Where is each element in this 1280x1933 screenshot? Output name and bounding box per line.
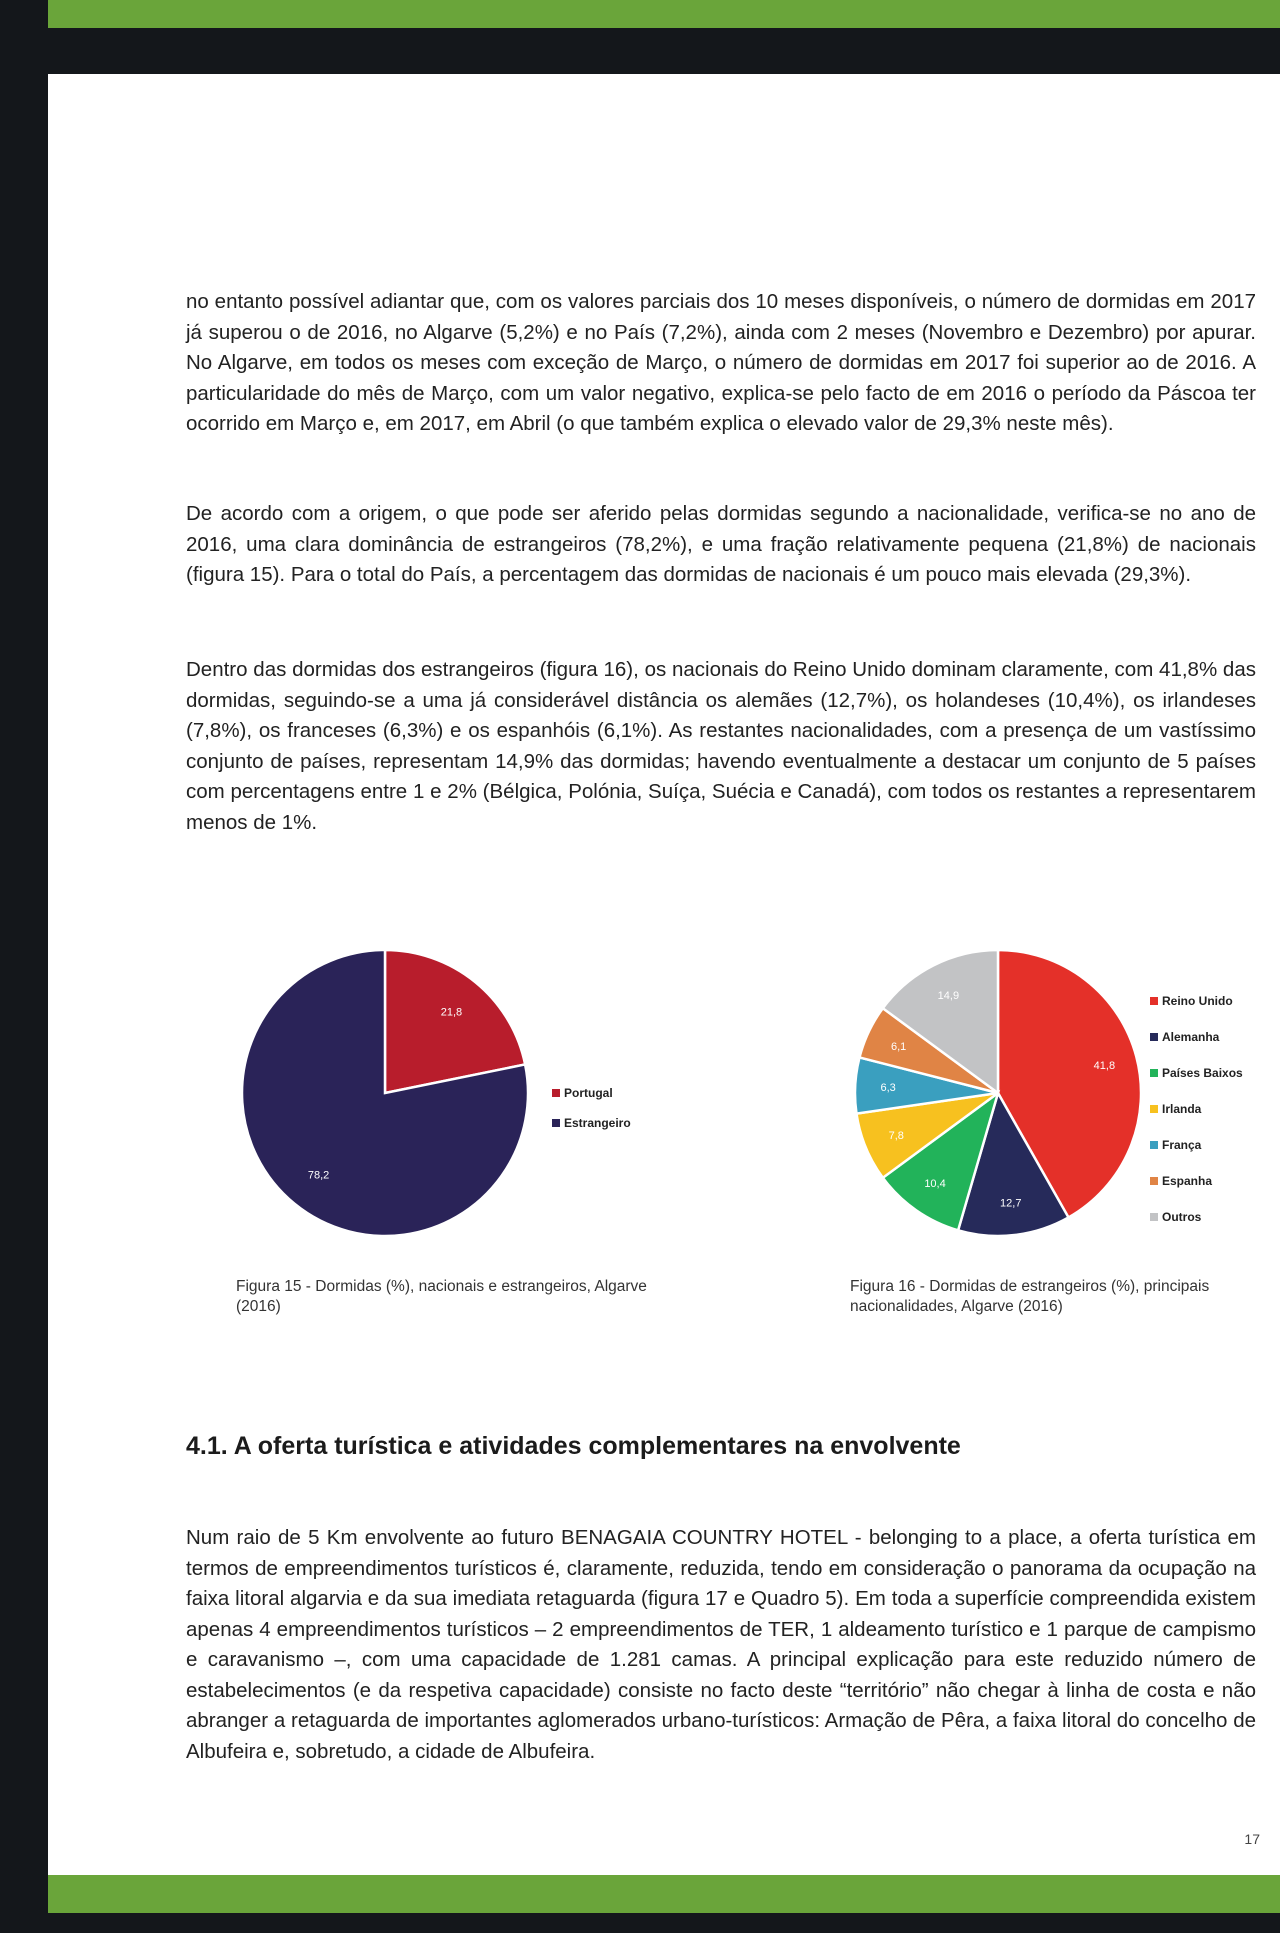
data-label-portugal: 21,8: [440, 1006, 463, 1019]
legend-swatch-paises-baixos: [1150, 1069, 1158, 1077]
legend-swatch-estrangeiro: [552, 1119, 560, 1127]
legend-swatch-franca: [1150, 1141, 1158, 1149]
legend-label-portugal: Portugal: [564, 1086, 613, 1100]
paragraph-2: [186, 499, 1256, 591]
paragraph-1: [186, 287, 1256, 440]
data-label-espanha: 6,1: [890, 1040, 907, 1053]
data-label-franca: 6,3: [880, 1082, 896, 1095]
legend-label-alemanha: Alemanha: [1162, 1030, 1220, 1044]
legend-label-outros: Outros: [1162, 1210, 1202, 1224]
paragraph-3: [186, 655, 1256, 838]
figure-15-caption: Figura 15 - Dormidas (%), nacionais e estrangeiros, Algarve (2016): [236, 1278, 647, 1315]
page-number: 17: [1244, 1831, 1260, 1847]
top-green-band: [48, 0, 1280, 28]
data-label-irlanda: 7,8: [888, 1129, 904, 1142]
data-label-paises-baixos: 10,4: [924, 1178, 946, 1191]
legend-swatch-irlanda: [1150, 1105, 1158, 1113]
data-label-outros: 14,9: [937, 989, 960, 1002]
section-heading: 4.1. A oferta turística e atividades complementares na envolvente: [186, 1432, 961, 1460]
legend-swatch-outros: [1150, 1213, 1158, 1221]
data-label-alemanha: 12,7: [1000, 1197, 1022, 1210]
legend-swatch-portugal: [552, 1089, 560, 1097]
section-paragraph: [186, 1523, 1256, 1767]
legend-swatch-reino-unido: [1150, 997, 1158, 1005]
legend-label-irlanda: Irlanda: [1162, 1102, 1202, 1116]
legend-label-estrangeiro: Estrangeiro: [564, 1116, 631, 1130]
data-label-estrangeiro: 78,2: [307, 1169, 330, 1182]
figure-16-pie-chart: [845, 950, 1265, 1240]
figure-15-pie-chart: [230, 950, 690, 1240]
legend-label-reino-unido: Reino Unido: [1162, 994, 1233, 1008]
paragraph-text: no entanto possível adiantar que, com os valores parciais dos 10 meses disponíveis, o número de dormidas em 2017 já superou o de 2016, no Algarve (5,2%) e no País (7,2%), ainda com 2 meses (Novembro e Dezembro) por apurar. No Algarve, em todos os meses com exceção de Março, o número de dormidas em 2017 foi superior ao de 2016. A particularidade do mês de Março, com um valor negativo, explica-se pelo facto de em 2016 o período da Páscoa ter ocorrido em Março e, em 2017, em Abril (o que também explica o elevado valor de 29,3% neste mês).: [186, 290, 1256, 435]
data-label-reino-unido: 41,8: [1093, 1059, 1116, 1072]
paragraph-text: Dentro das dormidas dos estrangeiros (figura 16), os nacionais do Reino Unido dominam claramente, com 41,8% das dormidas, seguindo-se a uma já considerável distância os alemães (12,7%), os holandeses (10,4%), os irlandeses (7,8%), os franceses (6,3%) e os espanhóis (6,1%). As restantes nacionalidades, com a presença de um vastíssimo conjunto de países, representam 14,9% das dormidas; havendo eventualmente a destacar um conjunto de 5 países com percentagens entre 1 e 2% (Bélgica, Polónia, Suíça, Suécia e Canadá), com todos os restantes a representarem menos de 1%.: [186, 658, 1256, 834]
legend-swatch-alemanha: [1150, 1033, 1158, 1041]
legend-label-espanha: Espanha: [1162, 1174, 1213, 1188]
figure-16-caption: Figura 16 - Dormidas de estrangeiros (%), principais nacionalidades, Algarve (2016): [850, 1278, 1210, 1315]
legend-label-franca: França: [1162, 1138, 1202, 1152]
paragraph-text: Num raio de 5 Km envolvente ao futuro BENAGAIA COUNTRY HOTEL - belonging to a place, a oferta turística em termos de empreendimentos turísticos é, claramente, reduzida, tendo em consideração o panorama da ocupação na faixa litoral algarvia e da sua imediata retaguarda (figura 17 e Quadro 5). Em toda a superfície compreendida existem apenas 4 empreendimentos turísticos – 2 empreendimentos de TER, 1 aldeamento turístico e 1 parque de campismo e caravanismo –, com uma capacidade de 1.281 camas. A principal explicação para este reduzido número de estabelecimentos (e da respetiva capacidade) consiste no facto deste “território” não chegar à linha de costa e não abranger a retaguarda de importantes aglomerados urbano-turísticos: Armação de Pêra, a faixa litoral do concelho de Albufeira e, sobretudo, a cidade de Albufeira.: [186, 1526, 1256, 1763]
bottom-green-band: [48, 1875, 1280, 1913]
legend-label-paises-baixos: Países Baixos: [1162, 1066, 1243, 1080]
legend-swatch-espanha: [1150, 1177, 1158, 1185]
paragraph-text: De acordo com a origem, o que pode ser aferido pelas dormidas segundo a nacionalidade, verifica-se no ano de 2016, uma clara dominância de estrangeiros (78,2%), e uma fração relativamente pequena (21,8%) de nacionais (figura 15). Para o total do País, a percentagem das dormidas de nacionais é um pouco mais elevada (29,3%).: [186, 502, 1256, 586]
